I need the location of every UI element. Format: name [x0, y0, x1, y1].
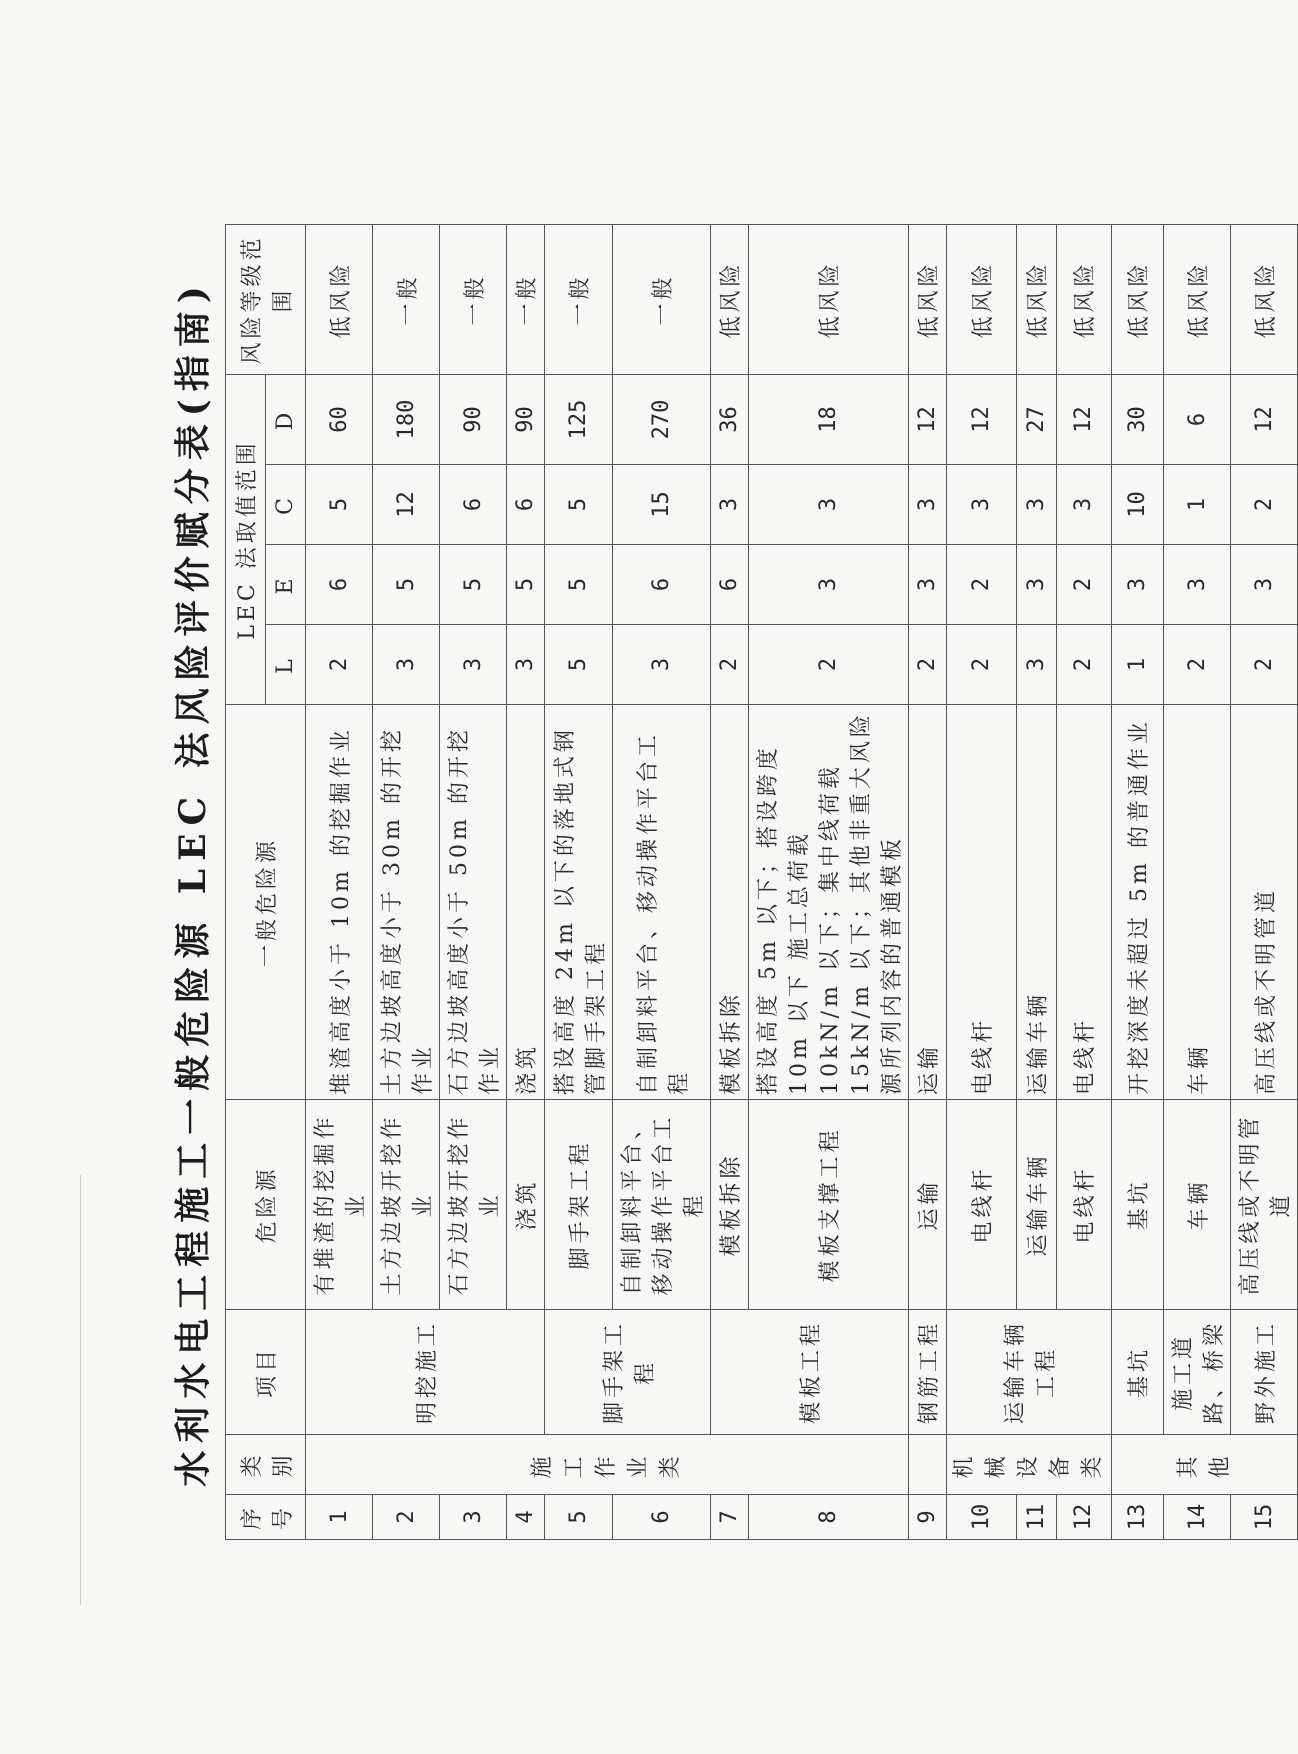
- general-hazard-cell: 土方边坡高度小于 30m 的开挖作业: [373, 705, 440, 1100]
- general-hazard-cell: 车辆: [1164, 705, 1231, 1100]
- table-row: [909, 225, 947, 1540]
- lec-D: 270: [613, 375, 711, 465]
- project-cell: [545, 1310, 711, 1435]
- project-cell: [306, 1310, 545, 1435]
- header-category: 类别: [226, 1435, 306, 1495]
- hazard-cell: 运输: [909, 1100, 947, 1310]
- lec-L: 3: [613, 625, 711, 705]
- lec-E: 6: [711, 545, 749, 625]
- lec-D: 60: [306, 375, 373, 465]
- lec-C: 6: [507, 465, 545, 545]
- lec-C: 12: [373, 465, 440, 545]
- project-cell: [909, 1310, 947, 1435]
- general-hazard-cell: 高压线或不明管道: [1231, 705, 1298, 1100]
- lec-D: 6: [1164, 375, 1231, 465]
- lec-E: 3: [909, 545, 947, 625]
- lec-D: 36: [711, 375, 749, 465]
- table-row: [1164, 225, 1231, 1540]
- row-index: 4: [507, 1495, 545, 1540]
- lec-E: 6: [306, 545, 373, 625]
- lec-C: 15: [613, 465, 711, 545]
- lec-L: 2: [1164, 625, 1231, 705]
- lec-C: 3: [1056, 465, 1111, 545]
- category-label: 机械设备类: [952, 1450, 1105, 1479]
- row-index: 13: [1112, 1495, 1164, 1540]
- general-hazard-cell: 堆渣高度小于 10m 的挖掘作业: [306, 705, 373, 1100]
- rotated-page: [165, 225, 1294, 1540]
- lec-L: 3: [440, 625, 507, 705]
- lec-D: 12: [1231, 375, 1298, 465]
- project-label: 野外施工: [1253, 1320, 1279, 1425]
- lec-L: 3: [507, 625, 545, 705]
- lec-D: 90: [507, 375, 545, 465]
- hazard-cell: 土方边坡开挖作业: [373, 1100, 440, 1310]
- category-cell: [947, 1435, 1112, 1495]
- lec-E: 5: [373, 545, 440, 625]
- lec-L: 3: [1016, 625, 1056, 705]
- row-index: 15: [1231, 1495, 1298, 1540]
- row-index: 9: [909, 1495, 947, 1540]
- row-index: 11: [1016, 1495, 1056, 1540]
- header-L: L: [266, 625, 306, 705]
- hazard-cell: 模板支撑工程: [749, 1100, 909, 1310]
- risk-level-cell: 低风险: [947, 225, 1017, 375]
- lec-C: 3: [947, 465, 1017, 545]
- lec-E: 5: [507, 545, 545, 625]
- header-risk-level: 风险等级范围: [226, 225, 306, 375]
- lec-C: 5: [545, 465, 613, 545]
- lec-E: 3: [1112, 545, 1164, 625]
- lec-C: 1: [1164, 465, 1231, 545]
- lec-D: 30: [1112, 375, 1164, 465]
- lec-L: 2: [909, 625, 947, 705]
- general-hazard-cell: 自制卸料平台、移动操作平台工程: [613, 705, 711, 1100]
- risk-level-cell: 一般: [613, 225, 711, 375]
- row-index: 5: [545, 1495, 613, 1540]
- risk-level-cell: 一般: [545, 225, 613, 375]
- risk-level-cell: 一般: [440, 225, 507, 375]
- table-row: [545, 225, 613, 1540]
- lec-L: 2: [306, 625, 373, 705]
- category-cell: [909, 1435, 947, 1495]
- header-project: 项目: [226, 1310, 306, 1435]
- hazard-cell: 电线杆: [947, 1100, 1017, 1310]
- lec-D: 180: [373, 375, 440, 465]
- lec-D: 12: [947, 375, 1017, 465]
- category-label: 其他: [1175, 1450, 1233, 1479]
- risk-level-cell: 一般: [373, 225, 440, 375]
- risk-level-cell: 低风险: [909, 225, 947, 375]
- lec-E: 3: [1231, 545, 1298, 625]
- lec-L: 2: [749, 625, 909, 705]
- lec-L: 2: [711, 625, 749, 705]
- table-row: [711, 225, 749, 1540]
- header-E: E: [266, 545, 306, 625]
- risk-level-cell: 低风险: [1056, 225, 1111, 375]
- general-hazard-cell: 电线杆: [947, 705, 1017, 1100]
- hazard-cell: 模板拆除: [711, 1100, 749, 1310]
- row-index: 6: [613, 1495, 711, 1540]
- lec-E: 6: [613, 545, 711, 625]
- table-row: [947, 225, 1017, 1540]
- general-hazard-cell: 搭设高度 5m 以下；搭设跨度 10m 以下 施工总荷载 10kN/m 以下；集中线荷载 15kN/m 以下；其他非重大风险源所列内容的普通模板: [749, 705, 909, 1100]
- lec-L: 2: [1231, 625, 1298, 705]
- general-hazard-cell: 搭设高度 24m 以下的落地式钢管脚手架工程: [545, 705, 613, 1100]
- lec-D: 90: [440, 375, 507, 465]
- row-index: 3: [440, 1495, 507, 1540]
- project-cell: [947, 1310, 1112, 1435]
- lec-E: 5: [440, 545, 507, 625]
- general-hazard-cell: 运输: [909, 705, 947, 1100]
- hazard-cell: 车辆: [1164, 1100, 1231, 1310]
- category-label: 施工作业类: [530, 1450, 683, 1479]
- page-title: 水利水电工程施工一般危险源 LEC 法风险评价赋分表(指南): [172, 278, 214, 1487]
- hazard-cell: 电线杆: [1056, 1100, 1111, 1310]
- hazard-cell: 高压线或不明管道: [1231, 1100, 1298, 1310]
- hazard-cell: 石方边坡开挖作业: [440, 1100, 507, 1310]
- risk-level-cell: 低风险: [1231, 225, 1298, 375]
- row-index: 8: [749, 1495, 909, 1540]
- header-C: C: [266, 465, 306, 545]
- general-hazard-cell: 电线杆: [1056, 705, 1111, 1100]
- header-index: 序号: [226, 1495, 306, 1540]
- hazard-cell: 运输车辆: [1016, 1100, 1056, 1310]
- table-row: [306, 225, 373, 1540]
- lec-C: 10: [1112, 465, 1164, 545]
- lec-C: 3: [909, 465, 947, 545]
- lec-D: 12: [1056, 375, 1111, 465]
- project-label: 脚手架工程: [601, 1320, 658, 1425]
- lec-E: 3: [1164, 545, 1231, 625]
- project-label: 基坑: [1127, 1346, 1152, 1399]
- row-index: 10: [947, 1495, 1017, 1540]
- lec-E: 2: [1056, 545, 1111, 625]
- lec-D: 27: [1016, 375, 1056, 465]
- risk-level-cell: 低风险: [749, 225, 909, 375]
- project-label: 明挖施工: [414, 1320, 440, 1425]
- lec-C: 6: [440, 465, 507, 545]
- lec-L: 3: [373, 625, 440, 705]
- risk-level-cell: 低风险: [1164, 225, 1231, 375]
- lec-D: 12: [909, 375, 947, 465]
- hazard-cell: 自制卸料平台、移动操作平台工程: [613, 1100, 711, 1310]
- header-general-hazard: 一般危险源: [226, 705, 306, 1100]
- general-hazard-cell: 模板拆除: [711, 705, 749, 1100]
- hazard-cell: 脚手架工程: [545, 1100, 613, 1310]
- lec-C: 3: [1016, 465, 1056, 545]
- project-label: 钢筋工程: [917, 1320, 942, 1425]
- scan-margin-line: [80, 1175, 81, 1605]
- row-index: 14: [1164, 1495, 1231, 1540]
- hazard-cell: 基坑: [1112, 1100, 1164, 1310]
- project-cell: [1112, 1310, 1164, 1435]
- hazard-cell: 有堆渣的挖掘作业: [306, 1100, 373, 1310]
- lec-E: 3: [749, 545, 909, 625]
- row-index: 1: [306, 1495, 373, 1540]
- project-cell: [711, 1310, 909, 1435]
- project-label: 运输车辆工程: [1003, 1320, 1059, 1425]
- header-lec-group: LEC 法取值范围: [226, 375, 266, 705]
- project-cell: [1164, 1310, 1231, 1435]
- lec-D: 18: [749, 375, 909, 465]
- risk-level-cell: 低风险: [1016, 225, 1056, 375]
- general-hazard-cell: 浇筑: [507, 705, 545, 1100]
- risk-level-cell: 低风险: [711, 225, 749, 375]
- lec-C: 5: [306, 465, 373, 545]
- general-hazard-cell: 石方边坡高度小于 50m 的开挖作业: [440, 705, 507, 1100]
- lec-C: 2: [1231, 465, 1298, 545]
- row-index: 2: [373, 1495, 440, 1540]
- category-cell: [306, 1435, 909, 1495]
- lec-L: 1: [1112, 625, 1164, 705]
- project-label: 施工道路、桥梁: [1171, 1320, 1227, 1425]
- lec-L: 2: [947, 625, 1017, 705]
- project-cell: [1231, 1310, 1298, 1435]
- project-label: 模板工程: [799, 1320, 824, 1425]
- risk-level-cell: 一般: [507, 225, 545, 375]
- lec-D: 125: [545, 375, 613, 465]
- header-hazard: 危险源: [226, 1100, 306, 1310]
- lec-L: 2: [1056, 625, 1111, 705]
- category-cell: [1112, 1435, 1298, 1495]
- lec-C: 3: [711, 465, 749, 545]
- general-hazard-cell: 开挖深度未超过 5m 的普通作业: [1112, 705, 1164, 1100]
- risk-level-cell: 低风险: [306, 225, 373, 375]
- lec-E: 5: [545, 545, 613, 625]
- lec-table: [225, 224, 1298, 1540]
- lec-L: 5: [545, 625, 613, 705]
- hazard-cell: 浇筑: [507, 1100, 545, 1310]
- risk-level-cell: 低风险: [1112, 225, 1164, 375]
- header-D: D: [266, 375, 306, 465]
- row-index: 7: [711, 1495, 749, 1540]
- row-index: 12: [1056, 1495, 1111, 1540]
- table-row: [1112, 225, 1164, 1540]
- table-row: [1231, 225, 1298, 1540]
- lec-C: 3: [749, 465, 909, 545]
- general-hazard-cell: 运输车辆: [1016, 705, 1056, 1100]
- lec-E: 3: [1016, 545, 1056, 625]
- lec-E: 2: [947, 545, 1017, 625]
